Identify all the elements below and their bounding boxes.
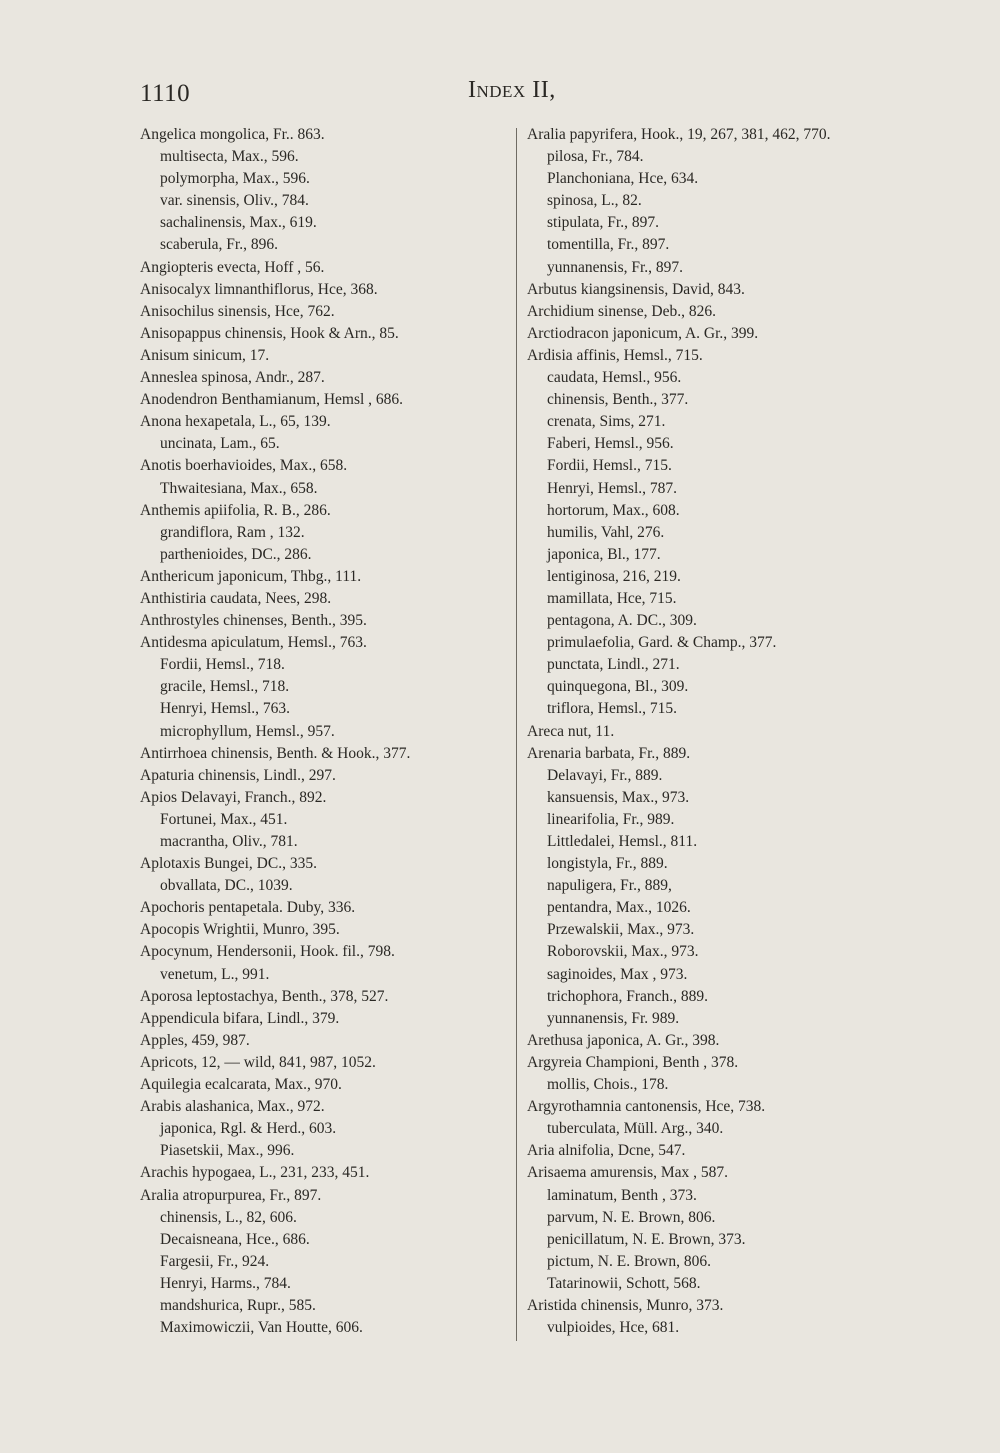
index-entry: Archidium sinense, Deb., 826. [527, 302, 716, 320]
index-subentry: Fortunei, Max., 451. [160, 810, 288, 828]
index-entry: Ardisia affinis, Hemsl., 715. [527, 346, 703, 364]
index-subentry: chinensis, Benth., 377. [547, 391, 689, 409]
index-subentry: pentandra, Max., 1026. [547, 899, 691, 917]
index-subentry: kansuensis, Max., 973. [547, 788, 690, 806]
index-subentry: pentagona, A. DC., 309. [547, 612, 697, 630]
index-subentry: yunnanensis, Fr. 989. [547, 1009, 680, 1027]
index-subentry: mamillata, Hce, 715. [547, 589, 677, 607]
index-subentry: Faberi, Hemsl., 956. [547, 435, 674, 453]
index-subentry: Delavayi, Fr., 889. [547, 766, 663, 784]
index-subentry: Tatarinowii, Schott, 568. [547, 1274, 701, 1292]
index-subentry: tuberculata, Müll. Arg., 340. [547, 1120, 724, 1138]
index-subentry: grandiflora, Ram , 132. [160, 523, 305, 541]
index-subentry: spinosa, L., 82. [547, 192, 642, 210]
index-subentry: Fordii, Hemsl., 715. [547, 457, 672, 475]
index-column-left [140, 124, 510, 1339]
index-subentry: hortorum, Max., 608. [547, 501, 680, 519]
index-subentry: sachalinensis, Max., 619. [160, 214, 317, 232]
index-subentry: mandshurica, Rupr., 585. [160, 1296, 316, 1314]
index-subentry: Henryi, Hemsl., 787. [547, 479, 678, 497]
index-entry: Anthemis apiifolia, R. B., 286. [140, 501, 331, 519]
index-subentry: Henryi, Harms., 784. [160, 1274, 291, 1292]
index-entry: Apocopis Wrightii, Munro, 395. [140, 921, 340, 939]
index-subentry: trichophora, Franch., 889. [547, 987, 708, 1005]
index-entry: Aria alnifolia, Dcne, 547. [527, 1142, 686, 1160]
index-entry: Antidesma apiculatum, Hemsl., 763. [140, 634, 367, 652]
index-entry: Aralia atropurpurea, Fr., 897. [140, 1186, 322, 1204]
index-subentry: longistyla, Fr., 889. [547, 855, 668, 873]
index-subentry: triflora, Hemsl., 715. [547, 700, 678, 718]
index-subentry: tomentilla, Fr., 897. [547, 236, 670, 254]
index-subentry: penicillatum, N. E. Brown, 373. [547, 1230, 746, 1248]
index-entry: Aquilegia ecalcarata, Max., 970. [140, 1076, 342, 1094]
index-subentry: pictum, N. E. Brown, 806. [547, 1252, 712, 1270]
index-entry: Aristida chinensis, Munro, 373. [527, 1296, 724, 1314]
index-entry: Areca nut, 11. [527, 722, 615, 740]
index-subentry: Planchoniana, Hce, 634. [547, 170, 699, 188]
index-entry: Anneslea spinosa, Andr., 287. [140, 369, 325, 387]
index-entry: Arabis alashanica, Max., 972. [140, 1098, 325, 1116]
index-subentry: pilosa, Fr., 784. [547, 148, 644, 166]
index-entry: Anthericum japonicum, Thbg., 111. [140, 567, 362, 585]
index-subentry: Littledalei, Hemsl., 811. [547, 833, 698, 850]
index-entry: Arenaria barbata, Fr., 889. [527, 744, 691, 762]
index-subentry: gracile, Hemsl., 718. [160, 678, 290, 696]
index-subentry: lentiginosa, 216, 219. [547, 567, 681, 585]
index-subentry: Fordii, Hemsl., 718. [160, 656, 285, 674]
index-subentry: primulaefolia, Gard. & Champ., 377. [547, 634, 777, 652]
index-subentry: linearifolia, Fr., 989. [547, 810, 675, 828]
index-subentry: saginoides, Max , 973. [547, 965, 688, 983]
index-subentry: humilis, Vahl, 276. [547, 523, 665, 541]
index-entry: Apios Delavayi, Franch., 892. [140, 788, 327, 806]
index-entry: Anisochilus sinensis, Hce, 762. [140, 302, 335, 320]
index-entry: Apricots, 12, — wild, 841, 987, 1052. [140, 1053, 376, 1071]
index-subentry: stipulata, Fr., 897. [547, 214, 659, 232]
index-entry: Argyrothamnia cantonensis, Hce, 738. [527, 1098, 766, 1116]
index-entry: Apocynum, Hendersonii, Hook. fil., 798. [140, 943, 395, 961]
index-entry: Anodendron Benthamianum, Hemsl , 686. [140, 391, 404, 409]
index-subentry: japonica, Rgl. & Herd., 603. [160, 1120, 337, 1138]
index-entry: Appendicula bifara, Lindl., 379. [140, 1009, 340, 1027]
index-subentry: Roborovskii, Max., 973. [547, 943, 699, 961]
index-entry: Arctiodracon japonicum, A. Gr., 399. [527, 324, 759, 342]
index-entry: Angiopteris evecta, Hoff , 56. [140, 258, 325, 276]
index-subentry: microphyllum, Hemsl., 957. [160, 722, 335, 740]
index-entry: Aplotaxis Bungei, DC., 335. [140, 855, 317, 873]
index-entry: Apochoris pentapetala. Duby, 336. [140, 899, 356, 917]
index-subentry: Przewalskii, Max., 973. [547, 921, 695, 939]
index-subentry: mollis, Chois., 178. [547, 1076, 669, 1094]
index-entry: Aralia papyrifera, Hook., 19, 267, 381, 462, 770. [527, 126, 831, 143]
index-entry: Antirrhoea chinensis, Benth. & Hook., 377. [140, 744, 411, 762]
index-subentry: polymorpha, Max., 596. [160, 170, 310, 188]
index-entry: Arisaema amurensis, Max , 587. [527, 1164, 729, 1182]
index-entry: Anisopappus chinensis, Hook & Arn., 85. [140, 324, 399, 342]
index-subentry: japonica, Bl., 177. [547, 545, 661, 563]
index-subentry: multisecta, Max., 596. [160, 148, 299, 166]
index-entry: Arachis hypogaea, L., 231, 233, 451. [140, 1164, 370, 1182]
index-subentry: crenata, Sims, 271. [547, 413, 666, 431]
index-subentry: yunnanensis, Fr., 897. [547, 258, 684, 276]
index-entry: Anthrostyles chinenses, Benth., 395. [140, 612, 367, 630]
index-entry: Anisum sinicum, 17. [140, 346, 270, 364]
index-subentry: macrantha, Oliv., 781. [160, 833, 298, 850]
index-subentry: napuligera, Fr., 889, [547, 877, 672, 895]
index-entry: Apples, 459, 987. [140, 1031, 250, 1049]
running-header [468, 77, 556, 104]
index-subentry: uncinata, Lam., 65. [160, 435, 280, 453]
index-entry: Apaturia chinensis, Lindl., 297. [140, 766, 336, 784]
index-subentry: Piasetskii, Max., 996. [160, 1142, 295, 1160]
index-entry: Anthistiria caudata, Nees, 298. [140, 589, 332, 607]
index-entry: Anotis boerhavioides, Max., 658. [140, 457, 348, 475]
index-subentry: Maximowiczii, Van Houtte, 606. [160, 1319, 363, 1337]
index-entry: Aporosa leptostachya, Benth., 378, 527. [140, 987, 389, 1005]
index-subentry: caudata, Hemsl., 956. [547, 369, 682, 387]
index-subentry: scaberula, Fr., 896. [160, 236, 278, 254]
index-subentry: Thwaitesiana, Max., 658. [160, 479, 318, 497]
index-subentry: Fargesii, Fr., 924. [160, 1252, 270, 1270]
index-column-right [527, 124, 917, 1339]
index-entry: Argyreia Championi, Benth , 378. [527, 1053, 739, 1071]
running-header-text: Index II, [468, 77, 556, 103]
index-entry: Arbutus kiangsinensis, David, 843. [527, 280, 745, 298]
index-entry: Anona hexapetala, L., 65, 139. [140, 413, 331, 431]
column-divider [516, 128, 517, 1341]
index-entry: Arethusa japonica, A. Gr., 398. [527, 1031, 720, 1049]
index-entry: Anisocalyx limnanthiflorus, Hce, 368. [140, 280, 378, 298]
index-subentry: parthenioides, DC., 286. [160, 545, 312, 563]
index-subentry: quinquegona, Bl., 309. [547, 678, 689, 696]
index-subentry: chinensis, L., 82, 606. [160, 1208, 297, 1226]
index-subentry: parvum, N. E. Brown, 806. [547, 1208, 716, 1226]
index-subentry: Decaisneana, Hce., 686. [160, 1230, 310, 1248]
index-subentry: Henryi, Hemsl., 763. [160, 700, 291, 718]
index-subentry: laminatum, Benth , 373. [547, 1186, 697, 1204]
index-subentry: vulpioides, Hce, 681. [547, 1319, 680, 1337]
index-subentry: obvallata, DC., 1039. [160, 877, 293, 895]
index-subentry: var. sinensis, Oliv., 784. [160, 192, 309, 210]
index-entry: Angelica mongolica, Fr.. 863. [140, 126, 325, 143]
index-subentry: punctata, Lindl., 271. [547, 656, 680, 674]
page-number: 1110 [140, 80, 191, 107]
index-subentry: venetum, L., 991. [160, 965, 270, 983]
